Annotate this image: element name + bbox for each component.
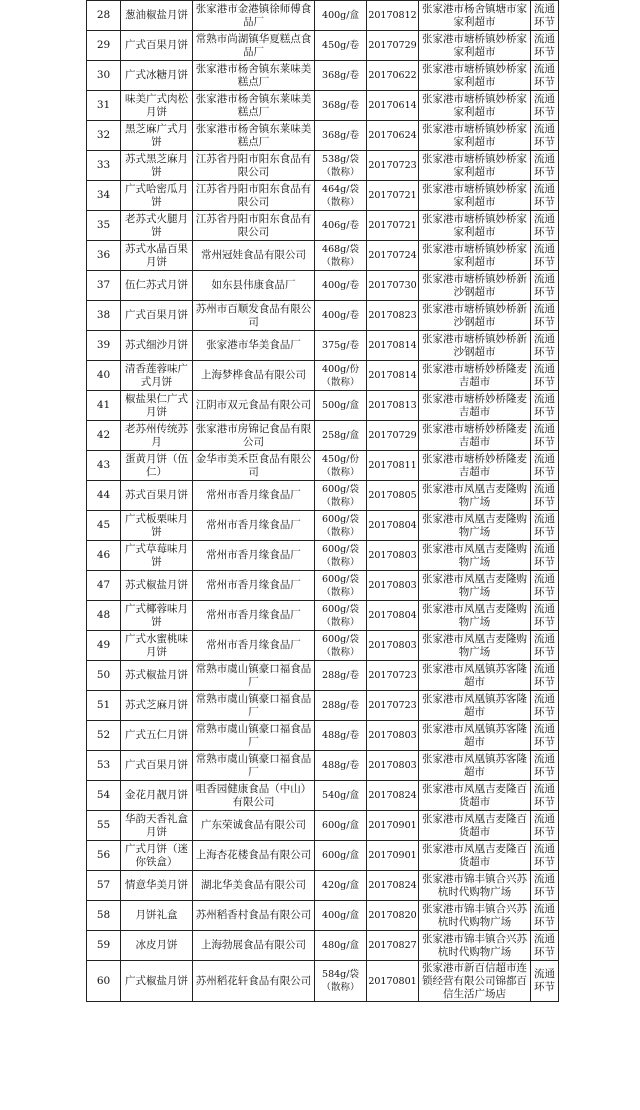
specification-cell: 600g/袋（散称） (315, 541, 367, 571)
manufacturer-cell: 常熟市虞山镇豪口福食品厂 (193, 721, 315, 751)
table-row (87, 181, 559, 211)
product-name-cell: 广式板栗味月饼 (121, 511, 193, 541)
sampled-store-cell: 张家港市塘桥镇妙桥新沙钢超市 (419, 331, 531, 361)
sampled-store-cell: 张家港市凤凰镇苏客隆超市 (419, 751, 531, 781)
manufacturer-cell: 常州市香月缘食品厂 (193, 511, 315, 541)
manufacturer-cell: 常州市香月缘食品厂 (193, 571, 315, 601)
manufacturer-cell: 张家港市杨舍镇东莱味美糕点厂 (193, 91, 315, 121)
row-number-cell: 33 (87, 151, 121, 181)
production-date-cell: 20170803 (367, 541, 419, 571)
table-row (87, 931, 559, 961)
table-row (87, 301, 559, 331)
sampled-store-cell: 张家港市凤凰吉麦隆购物广场 (419, 601, 531, 631)
sampled-store-cell: 张家港市塘桥镇妙桥新沙钢超市 (419, 301, 531, 331)
production-date-cell: 20170723 (367, 691, 419, 721)
product-name-cell: 广式椒盐月饼 (121, 961, 193, 1002)
table-row (87, 691, 559, 721)
sampled-store-cell: 张家港市凤凰吉麦隆购物广场 (419, 481, 531, 511)
production-date-cell: 20170723 (367, 661, 419, 691)
production-date-cell: 20170803 (367, 751, 419, 781)
sampling-stage-cell: 流通环节 (531, 331, 559, 361)
specification-cell: 540g/盒 (315, 781, 367, 811)
row-number-cell: 57 (87, 871, 121, 901)
manufacturer-cell: 张家港市杨舍镇东莱味美糕点厂 (193, 61, 315, 91)
product-name-cell: 广式百果月饼 (121, 301, 193, 331)
product-name-cell: 苏式细沙月饼 (121, 331, 193, 361)
sampled-store-cell: 张家港市杨舍镇塘市家家利超市 (419, 1, 531, 31)
row-number-cell: 58 (87, 901, 121, 931)
row-number-cell: 28 (87, 1, 121, 31)
sampling-stage-cell: 流通环节 (531, 421, 559, 451)
row-number-cell: 49 (87, 631, 121, 661)
product-name-cell: 黑芝麻广式月饼 (121, 121, 193, 151)
manufacturer-cell: 上海梦桦食品有限公司 (193, 361, 315, 391)
product-name-cell: 苏式水晶百果月饼 (121, 241, 193, 271)
production-date-cell: 20170827 (367, 931, 419, 961)
sampling-stage-cell: 流通环节 (531, 451, 559, 481)
specification-cell: 600g/袋（散称） (315, 631, 367, 661)
sampled-store-cell: 张家港市凤凰镇苏客隆超市 (419, 691, 531, 721)
row-number-cell: 39 (87, 331, 121, 361)
row-number-cell: 59 (87, 931, 121, 961)
sampling-stage-cell: 流通环节 (531, 271, 559, 301)
sampling-stage-cell: 流通环节 (531, 61, 559, 91)
production-date-cell: 20170813 (367, 391, 419, 421)
production-date-cell: 20170803 (367, 721, 419, 751)
sampling-stage-cell: 流通环节 (531, 361, 559, 391)
sampled-store-cell: 张家港市塘桥镇妙桥家家利超市 (419, 211, 531, 241)
sampling-stage-cell: 流通环节 (531, 181, 559, 211)
sampling-stage-cell: 流通环节 (531, 661, 559, 691)
product-name-cell: 月饼礼盒 (121, 901, 193, 931)
row-number-cell: 47 (87, 571, 121, 601)
row-number-cell: 43 (87, 451, 121, 481)
specification-cell: 600g/袋（散称） (315, 481, 367, 511)
specification-cell: 500g/盒 (315, 391, 367, 421)
manufacturer-cell: 苏州稻香村食品有限公司 (193, 901, 315, 931)
product-name-cell: 情意华美月饼 (121, 871, 193, 901)
sampled-store-cell: 张家港市锦丰镇合兴苏杭时代购物广场 (419, 931, 531, 961)
sampled-store-cell: 张家港市凤凰吉麦隆百货超市 (419, 811, 531, 841)
production-date-cell: 20170901 (367, 841, 419, 871)
specification-cell: 400g/卷 (315, 271, 367, 301)
product-name-cell: 葱油椒盐月饼 (121, 1, 193, 31)
sampling-stage-cell: 流通环节 (531, 901, 559, 931)
row-number-cell: 46 (87, 541, 121, 571)
sampling-stage-cell: 流通环节 (531, 811, 559, 841)
sampled-store-cell: 张家港市塘桥镇妙桥家家利超市 (419, 61, 531, 91)
sampling-stage-cell: 流通环节 (531, 391, 559, 421)
product-name-cell: 广式月饼（迷你铁盒） (121, 841, 193, 871)
production-date-cell: 20170804 (367, 511, 419, 541)
manufacturer-cell: 常熟市虞山镇豪口福食品厂 (193, 661, 315, 691)
production-date-cell: 20170823 (367, 301, 419, 331)
row-number-cell: 48 (87, 601, 121, 631)
sampling-stage-cell: 流通环节 (531, 1, 559, 31)
manufacturer-cell: 江苏省丹阳市阳东食品有限公司 (193, 151, 315, 181)
product-name-cell: 老苏州传统苏月 (121, 421, 193, 451)
sampled-store-cell: 张家港市凤凰吉麦隆百货超市 (419, 781, 531, 811)
production-date-cell: 20170805 (367, 481, 419, 511)
row-number-cell: 32 (87, 121, 121, 151)
sampling-stage-cell: 流通环节 (531, 781, 559, 811)
row-number-cell: 53 (87, 751, 121, 781)
sampling-stage-cell: 流通环节 (531, 151, 559, 181)
production-date-cell: 20170812 (367, 1, 419, 31)
specification-cell: 288g/卷 (315, 661, 367, 691)
sampled-store-cell: 张家港市塘桥镇妙桥家家利超市 (419, 31, 531, 61)
sampled-store-cell: 张家港市塘桥镇妙桥新沙钢超市 (419, 271, 531, 301)
manufacturer-cell: 江苏省丹阳市阳东食品有限公司 (193, 181, 315, 211)
product-name-cell: 金花月靓月饼 (121, 781, 193, 811)
sampling-stage-cell: 流通环节 (531, 691, 559, 721)
table-row (87, 61, 559, 91)
table-row (87, 151, 559, 181)
specification-cell: 600g/袋（散称） (315, 571, 367, 601)
table-row (87, 901, 559, 931)
sampled-store-cell: 张家港市塘桥镇妙桥家家利超市 (419, 241, 531, 271)
specification-cell: 600g/袋（散称） (315, 601, 367, 631)
sampling-stage-cell: 流通环节 (531, 31, 559, 61)
product-name-cell: 老苏式火腿月饼 (121, 211, 193, 241)
production-date-cell: 20170721 (367, 211, 419, 241)
table-row (87, 361, 559, 391)
table-row (87, 511, 559, 541)
production-date-cell: 20170624 (367, 121, 419, 151)
table-row (87, 871, 559, 901)
sampled-store-cell: 张家港市塘桥妙桥隆麦吉超市 (419, 391, 531, 421)
production-date-cell: 20170729 (367, 31, 419, 61)
manufacturer-cell: 上海勃展食品有限公司 (193, 931, 315, 961)
manufacturer-cell: 张家港市金港镇徐师傅食品厂 (193, 1, 315, 31)
product-name-cell: 苏式芝麻月饼 (121, 691, 193, 721)
sampling-stage-cell: 流通环节 (531, 961, 559, 1002)
table-row (87, 721, 559, 751)
sampling-stage-cell: 流通环节 (531, 541, 559, 571)
sampling-stage-cell: 流通环节 (531, 751, 559, 781)
specification-cell: 464g/袋（散称） (315, 181, 367, 211)
sampling-stage-cell: 流通环节 (531, 241, 559, 271)
manufacturer-cell: 金华市美禾臣食品有限公司 (193, 451, 315, 481)
specification-cell: 450g/份（散称） (315, 451, 367, 481)
table-row (87, 481, 559, 511)
row-number-cell: 40 (87, 361, 121, 391)
production-date-cell: 20170824 (367, 871, 419, 901)
manufacturer-cell: 常州市香月缘食品厂 (193, 481, 315, 511)
specification-cell: 258g/盒 (315, 421, 367, 451)
inspection-table (86, 0, 559, 1002)
manufacturer-cell: 江苏省丹阳市阳东食品有限公司 (193, 211, 315, 241)
product-name-cell: 广式哈密瓜月饼 (121, 181, 193, 211)
row-number-cell: 29 (87, 31, 121, 61)
manufacturer-cell: 苏州市百顺发食品有限公司 (193, 301, 315, 331)
row-number-cell: 44 (87, 481, 121, 511)
table-row (87, 781, 559, 811)
sampled-store-cell: 张家港市凤凰吉麦隆购物广场 (419, 511, 531, 541)
sampling-stage-cell: 流通环节 (531, 721, 559, 751)
table-row (87, 661, 559, 691)
row-number-cell: 42 (87, 421, 121, 451)
sampling-stage-cell: 流通环节 (531, 301, 559, 331)
product-name-cell: 味美广式肉松月饼 (121, 91, 193, 121)
production-date-cell: 20170803 (367, 571, 419, 601)
manufacturer-cell: 常州市香月缘食品厂 (193, 541, 315, 571)
specification-cell: 400g/卷 (315, 301, 367, 331)
specification-cell: 368g/卷 (315, 121, 367, 151)
sampling-stage-cell: 流通环节 (531, 631, 559, 661)
row-number-cell: 50 (87, 661, 121, 691)
manufacturer-cell: 上海杏花楼食品有限公司 (193, 841, 315, 871)
production-date-cell: 20170814 (367, 361, 419, 391)
table-row (87, 541, 559, 571)
production-date-cell: 20170724 (367, 241, 419, 271)
production-date-cell: 20170803 (367, 631, 419, 661)
table-row (87, 391, 559, 421)
manufacturer-cell: 广东荣诚食品有限公司 (193, 811, 315, 841)
product-name-cell: 广式冰糖月饼 (121, 61, 193, 91)
row-number-cell: 45 (87, 511, 121, 541)
row-number-cell: 34 (87, 181, 121, 211)
production-date-cell: 20170824 (367, 781, 419, 811)
specification-cell: 600g/盒 (315, 811, 367, 841)
row-number-cell: 51 (87, 691, 121, 721)
specification-cell: 450g/卷 (315, 31, 367, 61)
sampled-store-cell: 张家港市凤凰吉麦隆购物广场 (419, 571, 531, 601)
sampled-store-cell: 张家港市塘桥镇妙桥家家利超市 (419, 121, 531, 151)
manufacturer-cell: 咀香园健康食品（中山）有限公司 (193, 781, 315, 811)
manufacturer-cell: 苏州稻花轩食品有限公司 (193, 961, 315, 1002)
specification-cell: 480g/盒 (315, 931, 367, 961)
manufacturer-cell: 常州冠娃食品有限公司 (193, 241, 315, 271)
specification-cell: 368g/卷 (315, 61, 367, 91)
sampling-stage-cell: 流通环节 (531, 481, 559, 511)
sampled-store-cell: 张家港市塘桥镇妙桥家家利超市 (419, 91, 531, 121)
row-number-cell: 41 (87, 391, 121, 421)
sampled-store-cell: 张家港市塘桥妙桥隆麦吉超市 (419, 451, 531, 481)
manufacturer-cell: 湖北华美食品有限公司 (193, 871, 315, 901)
specification-cell: 368g/卷 (315, 91, 367, 121)
sampled-store-cell: 张家港市新百信超市连锁经营有限公司锦都百信生活广场店 (419, 961, 531, 1002)
row-number-cell: 31 (87, 91, 121, 121)
sampled-store-cell: 张家港市锦丰镇合兴苏杭时代购物广场 (419, 871, 531, 901)
specification-cell: 488g/卷 (315, 721, 367, 751)
manufacturer-cell: 如东县伟康食品厂 (193, 271, 315, 301)
product-name-cell: 冰皮月饼 (121, 931, 193, 961)
production-date-cell: 20170730 (367, 271, 419, 301)
manufacturer-cell: 张家港市杨舍镇东莱味美糕点厂 (193, 121, 315, 151)
production-date-cell: 20170820 (367, 901, 419, 931)
manufacturer-cell: 常熟市虞山镇豪口福食品厂 (193, 751, 315, 781)
row-number-cell: 38 (87, 301, 121, 331)
product-name-cell: 苏式椒盐月饼 (121, 571, 193, 601)
sampled-store-cell: 张家港市塘桥镇妙桥家家利超市 (419, 151, 531, 181)
product-name-cell: 广式水蜜桃味月饼 (121, 631, 193, 661)
specification-cell: 406g/卷 (315, 211, 367, 241)
production-date-cell: 20170729 (367, 421, 419, 451)
product-name-cell: 华韵天香礼盒月饼 (121, 811, 193, 841)
table-row (87, 811, 559, 841)
table-row (87, 421, 559, 451)
table-row (87, 241, 559, 271)
specification-cell: 400g/盒 (315, 901, 367, 931)
table-row (87, 91, 559, 121)
table-row (87, 601, 559, 631)
sampled-store-cell: 张家港市凤凰吉麦隆购物广场 (419, 631, 531, 661)
specification-cell: 584g/袋（散称） (315, 961, 367, 1002)
sampled-store-cell: 张家港市塘桥妙桥隆麦吉超市 (419, 361, 531, 391)
row-number-cell: 56 (87, 841, 121, 871)
sampling-stage-cell: 流通环节 (531, 91, 559, 121)
product-name-cell: 苏式黑芝麻月饼 (121, 151, 193, 181)
production-date-cell: 20170622 (367, 61, 419, 91)
row-number-cell: 30 (87, 61, 121, 91)
product-name-cell: 清香莲蓉味广式月饼 (121, 361, 193, 391)
production-date-cell: 20170721 (367, 181, 419, 211)
production-date-cell: 20170723 (367, 151, 419, 181)
production-date-cell: 20170804 (367, 601, 419, 631)
sampling-stage-cell: 流通环节 (531, 871, 559, 901)
sampling-stage-cell: 流通环节 (531, 571, 559, 601)
specification-cell: 488g/卷 (315, 751, 367, 781)
specification-cell: 420g/盒 (315, 871, 367, 901)
product-name-cell: 广式草莓味月饼 (121, 541, 193, 571)
table-row (87, 211, 559, 241)
table-row (87, 841, 559, 871)
row-number-cell: 36 (87, 241, 121, 271)
manufacturer-cell: 江阴市双元食品有限公司 (193, 391, 315, 421)
table-row (87, 31, 559, 61)
specification-cell: 375g/卷 (315, 331, 367, 361)
production-date-cell: 20170811 (367, 451, 419, 481)
table-row (87, 571, 559, 601)
production-date-cell: 20170614 (367, 91, 419, 121)
table-row (87, 331, 559, 361)
specification-cell: 600g/盒 (315, 841, 367, 871)
manufacturer-cell: 常熟市虞山镇豪口福食品厂 (193, 691, 315, 721)
production-date-cell: 20170901 (367, 811, 419, 841)
row-number-cell: 54 (87, 781, 121, 811)
specification-cell: 400g/份（散称） (315, 361, 367, 391)
product-name-cell: 广式五仁月饼 (121, 721, 193, 751)
row-number-cell: 35 (87, 211, 121, 241)
sampling-stage-cell: 流通环节 (531, 121, 559, 151)
specification-cell: 600g/袋（散称） (315, 511, 367, 541)
table-row (87, 1, 559, 31)
table-row (87, 631, 559, 661)
product-name-cell: 椒盐果仁广式月饼 (121, 391, 193, 421)
row-number-cell: 52 (87, 721, 121, 751)
product-name-cell: 苏式百果月饼 (121, 481, 193, 511)
product-name-cell: 广式百果月饼 (121, 31, 193, 61)
manufacturer-cell: 常州市香月缘食品厂 (193, 631, 315, 661)
sampled-store-cell: 张家港市锦丰镇合兴苏杭时代购物广场 (419, 901, 531, 931)
specification-cell: 538g/袋（散称） (315, 151, 367, 181)
table-row (87, 271, 559, 301)
table-row (87, 961, 559, 1002)
sampling-stage-cell: 流通环节 (531, 931, 559, 961)
sampled-store-cell: 张家港市凤凰吉麦隆购物广场 (419, 541, 531, 571)
sampled-store-cell: 张家港市凤凰吉麦隆百货超市 (419, 841, 531, 871)
row-number-cell: 55 (87, 811, 121, 841)
sampling-stage-cell: 流通环节 (531, 511, 559, 541)
sampled-store-cell: 张家港市凤凰镇苏客隆超市 (419, 661, 531, 691)
manufacturer-cell: 常州市香月缘食品厂 (193, 601, 315, 631)
manufacturer-cell: 张家港市房锦记食品有限公司 (193, 421, 315, 451)
sampling-stage-cell: 流通环节 (531, 841, 559, 871)
row-number-cell: 37 (87, 271, 121, 301)
sampled-store-cell: 张家港市塘桥妙桥隆麦吉超市 (419, 421, 531, 451)
table-body (87, 1, 559, 1002)
manufacturer-cell: 张家港市华美食品厂 (193, 331, 315, 361)
sampled-store-cell: 张家港市塘桥镇妙桥家家利超市 (419, 181, 531, 211)
table-row (87, 751, 559, 781)
table-row (87, 121, 559, 151)
sampled-store-cell: 张家港市凤凰镇苏客隆超市 (419, 721, 531, 751)
specification-cell: 468g/袋（散称） (315, 241, 367, 271)
production-date-cell: 20170814 (367, 331, 419, 361)
specification-cell: 400g/盒 (315, 1, 367, 31)
sampling-stage-cell: 流通环节 (531, 601, 559, 631)
row-number-cell: 60 (87, 961, 121, 1002)
manufacturer-cell: 常熟市尚湖镇华夏糕点食品厂 (193, 31, 315, 61)
product-name-cell: 伍仁苏式月饼 (121, 271, 193, 301)
sampling-stage-cell: 流通环节 (531, 211, 559, 241)
production-date-cell: 20170801 (367, 961, 419, 1002)
product-name-cell: 广式椰蓉味月饼 (121, 601, 193, 631)
specification-cell: 288g/卷 (315, 691, 367, 721)
product-name-cell: 苏式椒盐月饼 (121, 661, 193, 691)
product-name-cell: 广式百果月饼 (121, 751, 193, 781)
product-name-cell: 蛋黄月饼（伍仁） (121, 451, 193, 481)
table-row (87, 451, 559, 481)
